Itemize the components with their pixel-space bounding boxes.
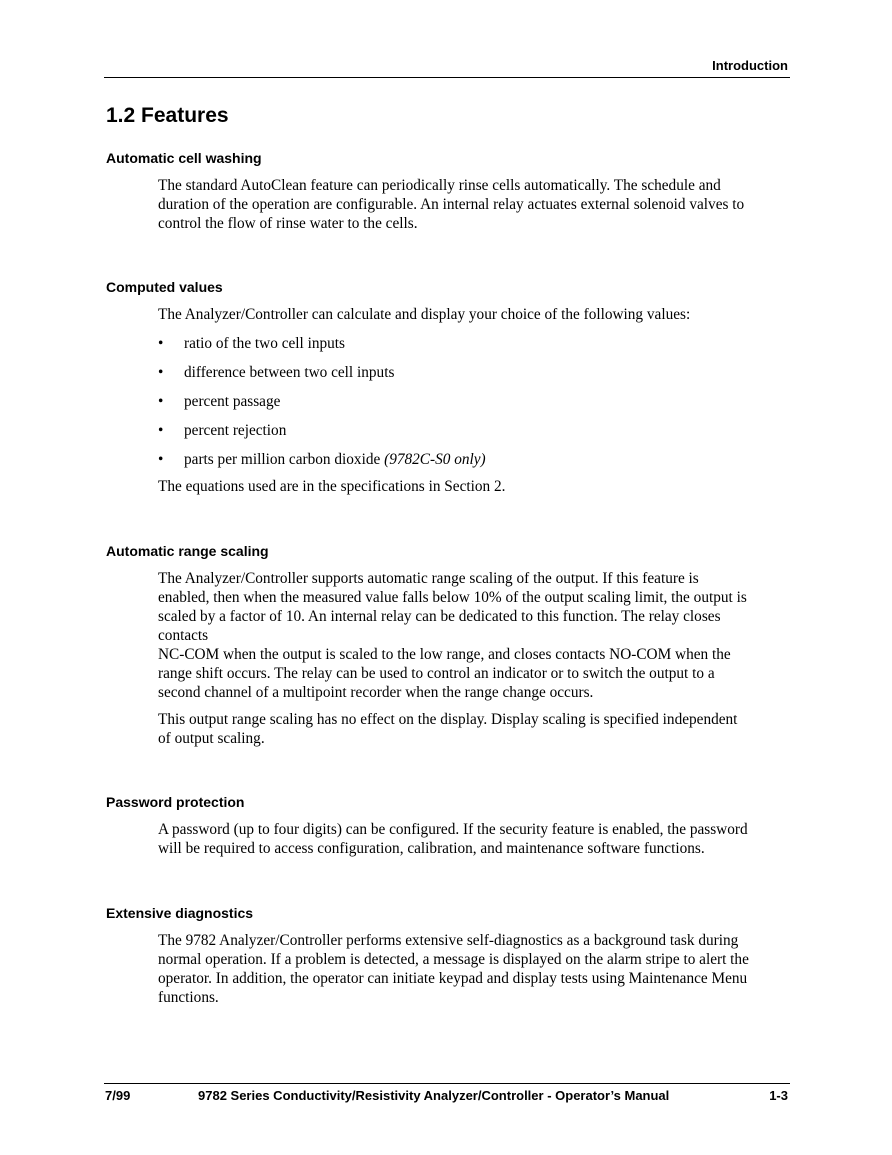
list-item: • percent rejection [158,422,287,439]
running-header: Introduction [712,58,788,73]
computed-values-list [158,334,790,469]
bullet: • [158,451,164,468]
list-item: • difference between two cell inputs [158,364,395,381]
heading-extensive-diagnostics: Extensive diagnostics [106,905,254,921]
text-line: normal operation. If a problem is detected, a message is displayed on the alarm stripe to alert the [158,951,749,968]
text-line: of output scaling. [158,730,265,747]
model-note: (9782C-S0 only) [384,451,486,468]
text-line: The Analyzer/Controller supports automatic range scaling of the output. If this feature is [158,570,699,587]
text-line: contacts [158,627,209,644]
text-line: A password (up to four digits) can be configured. If the security feature is enabled, the password [158,821,748,838]
bullet: • [158,393,164,410]
text-line: functions. [158,989,219,1006]
header-rule [104,77,790,78]
footer-page-number: 1-3 [769,1088,788,1103]
text-line: range shift occurs. The relay can be used to control an indicator or to switch the output to a [158,665,715,682]
footer-manual-title: 9782 Series Conductivity/Resistivity Analyzer/Controller - Operator’s Manual [198,1088,670,1103]
list-item: • ratio of the two cell inputs [158,335,346,352]
section-title: 1.2 Features [106,104,229,127]
heading-range-scaling: Automatic range scaling [106,543,269,559]
body-computed-values [158,305,790,496]
bullet: • [158,364,164,381]
text-line: The Analyzer/Controller can calculate and display your choice of the following values: [158,306,691,323]
footer-date: 7/99 [105,1088,131,1103]
list-item: • percent passage [158,393,281,410]
list-item: • parts per million carbon dioxide (9782C-S0 only) [158,451,486,468]
heading-password-protection: Password protection [106,794,245,810]
text-line: will be required to access configuration, calibration, and maintenance software functions. [158,840,705,857]
text-line: The 9782 Analyzer/Controller performs extensive self-diagnostics as a background task during [158,932,739,949]
text-line: NC-COM when the output is scaled to the low range, and closes contacts NO-COM when the [158,646,731,663]
body-range-scaling [158,569,790,748]
text-line: scaled by a factor of 10. An internal relay can be dedicated to this function. The relay closes [158,608,721,625]
text-line: second channel of a multipoint recorder when the range change occurs. [158,684,594,701]
body-extensive-diagnostics [158,931,790,1007]
bullet: • [158,422,164,439]
footer-rule [104,1083,790,1084]
text-line: duration of the operation are configurable. An internal relay actuates external solenoid valves to [158,196,745,213]
text-line: This output range scaling has no effect on the display. Display scaling is specified independent [158,711,738,728]
body-password-protection [158,820,790,858]
text-line: operator. In addition, the operator can initiate keypad and display tests using Maintenance Menu [158,970,748,987]
text-line: The standard AutoClean feature can periodically rinse cells automatically. The schedule and [158,177,721,194]
heading-cell-washing: Automatic cell washing [106,150,262,166]
heading-computed-values: Computed values [106,279,223,295]
text-line: The equations used are in the specifications in Section 2. [158,478,506,495]
body-cell-washing [158,176,790,233]
text-line: control the flow of rinse water to the cells. [158,215,418,232]
text-line: enabled, then when the measured value falls below 10% of the output scaling limit, the output is [158,589,747,606]
bullet: • [158,335,164,352]
